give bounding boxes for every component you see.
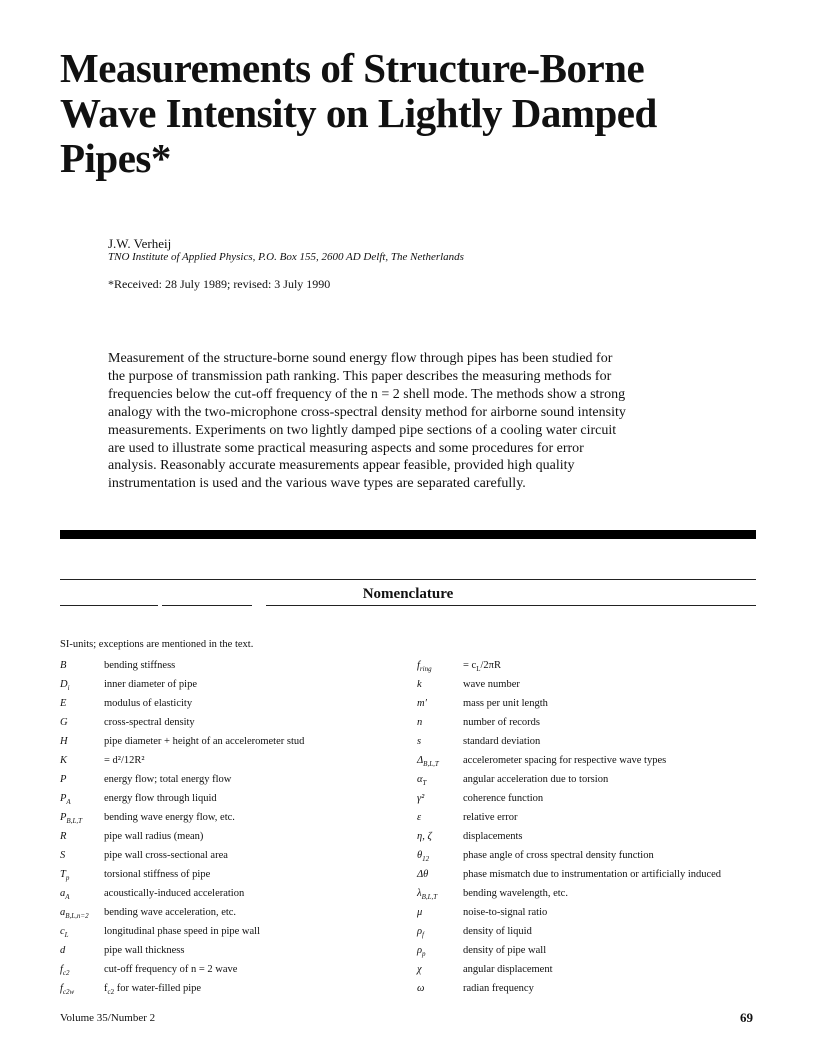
nomenclature-row bbox=[417, 808, 762, 827]
nomenclature-definition: torsional stiffness of pipe bbox=[104, 869, 211, 880]
nomenclature-symbol: S bbox=[60, 850, 66, 861]
nomenclature-row bbox=[60, 732, 400, 751]
abstract-line: Measurement of the structure-borne sound energy flow through pipes has been studied for bbox=[108, 351, 613, 366]
nomenclature-symbol: $D_i$ bbox=[60, 679, 70, 693]
nomenclature-row bbox=[60, 865, 400, 884]
nomenclature-definition: accelerometer spacing for respective wave types bbox=[463, 755, 667, 766]
title-line: Measurements of Structure-Borne bbox=[60, 45, 645, 91]
nomenclature-row bbox=[417, 751, 762, 770]
nomenclature-definition: density of pipe wall bbox=[463, 945, 547, 956]
nomenclature-row bbox=[60, 960, 400, 979]
nomenclature-definition: cut-off frequency of n = 2 wave bbox=[104, 964, 238, 975]
nomenclature-symbol: n bbox=[417, 717, 423, 728]
nomenclature-definition: longitudinal phase speed in pipe wall bbox=[104, 926, 261, 937]
nomenclature-symbol: d bbox=[60, 945, 66, 956]
nomenclature-row bbox=[417, 903, 762, 922]
nomenclature-row bbox=[417, 770, 762, 789]
nomenclature-definition: relative error bbox=[463, 812, 518, 823]
nomenclature-symbol: E bbox=[60, 698, 67, 709]
nomenclature-symbol: H bbox=[60, 736, 68, 747]
abstract bbox=[108, 350, 708, 493]
nomenclature-definition: pipe wall cross-sectional area bbox=[104, 850, 228, 861]
nomenclature-symbol: $f_{c2w}$ bbox=[60, 983, 75, 997]
nomenclature-definition: angular acceleration due to torsion bbox=[463, 774, 609, 785]
nomenclature-symbol: η, ζ bbox=[417, 831, 432, 842]
nomenclature-row bbox=[417, 694, 762, 713]
nomenclature-definition: cross-spectral density bbox=[104, 717, 195, 728]
nomenclature-row bbox=[60, 922, 400, 941]
nomenclature-symbol: $\rho_p$ bbox=[417, 945, 426, 959]
nomenclature-symbol: $f_{ring}$ bbox=[417, 660, 432, 674]
abstract-line: are used to illustrate some practical measuring aspects and some procedures for error bbox=[108, 440, 584, 456]
nomenclature-row bbox=[60, 656, 400, 675]
nomenclature-definition: energy flow through liquid bbox=[104, 793, 217, 804]
nomenclature-definition: noise-to-signal ratio bbox=[463, 907, 548, 918]
nomenclature-definition: standard deviation bbox=[463, 736, 541, 747]
nomenclature-symbol: G bbox=[60, 717, 68, 728]
nomenclature-definition: angular displacement bbox=[463, 964, 553, 975]
affiliation: TNO Institute of Applied Physics, P.O. Box 155, 2600 AD Delft, The Netherlands bbox=[108, 251, 464, 263]
nomenclature-symbol: $P_{B,L,T}$ bbox=[60, 812, 82, 826]
title-line: Pipes* bbox=[60, 135, 171, 181]
abstract-line: analogy with the two-microphone cross-spectral density method for airborne sound intensity bbox=[108, 404, 626, 420]
nomenclature-definition: bending wave energy flow, etc. bbox=[104, 812, 235, 823]
nomenclature-row bbox=[60, 694, 400, 713]
nomenclature-symbol: $\lambda_{B,L,T}$ bbox=[417, 888, 438, 902]
nomenclature-definition: = d²/12R² bbox=[104, 755, 145, 766]
received-date: *Received: 28 July 1989; revised: 3 July 1990 bbox=[108, 277, 331, 291]
nomenclature-symbol: μ bbox=[417, 907, 423, 918]
nomenclature-row bbox=[60, 675, 400, 694]
nomenclature-rule bbox=[60, 605, 158, 606]
nomenclature-definition: radian frequency bbox=[463, 983, 534, 994]
nomenclature-symbol: χ bbox=[417, 964, 422, 975]
nomenclature-top-rule bbox=[60, 579, 756, 580]
nomenclature-right-column bbox=[417, 656, 762, 998]
abstract-line: frequencies below the cut-off frequency of the n = 2 shell mode. The methods show a strong bbox=[108, 386, 626, 402]
page-number: 69 bbox=[740, 1010, 753, 1025]
title-line: Wave Intensity on Lightly Damped bbox=[60, 90, 657, 136]
nomenclature-definition: pipe wall radius (mean) bbox=[104, 831, 204, 842]
nomenclature-symbol: $\Delta_{B,L,T}$ bbox=[417, 755, 439, 769]
nomenclature-symbol: γ² bbox=[417, 793, 425, 804]
nomenclature-left-column bbox=[60, 656, 400, 998]
journal-volume: Volume 35/Number 2 bbox=[60, 1012, 156, 1024]
nomenclature-row bbox=[417, 865, 762, 884]
nomenclature-symbol: $c_L$ bbox=[60, 926, 69, 940]
author: J.W. Verheij bbox=[108, 236, 172, 251]
nomenclature-symbol: k bbox=[417, 679, 422, 690]
nomenclature-row bbox=[417, 941, 762, 960]
nomenclature-row bbox=[60, 751, 400, 770]
nomenclature-row bbox=[60, 827, 400, 846]
nomenclature-symbol: P bbox=[60, 774, 67, 785]
nomenclature-definition: bending stiffness bbox=[104, 660, 176, 671]
nomenclature-symbol: B bbox=[60, 660, 67, 671]
nomenclature-definition: modulus of elasticity bbox=[104, 698, 193, 709]
nomenclature-symbol: $\rho_f$ bbox=[417, 926, 424, 940]
nomenclature-symbol: ε bbox=[417, 812, 422, 823]
nomenclature-row bbox=[417, 656, 762, 675]
nomenclature-row bbox=[60, 770, 400, 789]
nomenclature-symbol: ω bbox=[417, 983, 425, 994]
nomenclature-row bbox=[60, 941, 400, 960]
nomenclature-symbol: m′ bbox=[417, 698, 427, 709]
abstract-line: measurements. Experiments on two lightly damped pipe sections of a cooling water circuit bbox=[108, 422, 617, 438]
nomenclature-definition: acoustically-induced acceleration bbox=[104, 888, 245, 899]
nomenclature-row bbox=[60, 789, 400, 808]
nomenclature-row bbox=[60, 808, 400, 827]
nomenclature-symbol: $\theta_{12}$ bbox=[417, 850, 430, 864]
nomenclature-row bbox=[417, 675, 762, 694]
nomenclature-heading: Nomenclature bbox=[362, 586, 454, 602]
nomenclature-row bbox=[60, 846, 400, 865]
nomenclature-symbol: $\alpha_T$ bbox=[417, 774, 427, 788]
abstract-line: the purpose of transmission path ranking. This paper describes the measuring methods for bbox=[108, 368, 612, 384]
nomenclature-symbol: K bbox=[60, 755, 68, 766]
si-note: SI-units; exceptions are mentioned in the text. bbox=[60, 639, 254, 650]
nomenclature-symbol: s bbox=[417, 736, 422, 747]
abstract-line: instrumentation is used and the various wave types are separated carefully. bbox=[108, 476, 526, 492]
nomenclature-row bbox=[417, 960, 762, 979]
nomenclature-row bbox=[417, 713, 762, 732]
nomenclature-definition: phase angle of cross spectral density function bbox=[463, 850, 654, 861]
nomenclature-symbol: Δθ bbox=[417, 869, 429, 880]
nomenclature-row bbox=[60, 884, 400, 903]
nomenclature-definition: mass per unit length bbox=[463, 698, 548, 709]
nomenclature-symbol: R bbox=[60, 831, 67, 842]
nomenclature-definition: pipe wall thickness bbox=[104, 945, 185, 956]
nomenclature-rule bbox=[162, 605, 252, 606]
nomenclature-definition: coherence function bbox=[463, 793, 544, 804]
nomenclature-definition: displacements bbox=[463, 831, 523, 842]
paper-title bbox=[60, 46, 760, 181]
nomenclature-row bbox=[60, 903, 400, 922]
nomenclature-definition: $f_{c2}$ for water-filled pipe bbox=[104, 983, 202, 997]
nomenclature-symbol: $f_{c2}$ bbox=[60, 964, 70, 978]
abstract-line: analysis. Reasonably accurate measurements appear feasible, provided high quality bbox=[108, 458, 575, 474]
nomenclature-row bbox=[417, 884, 762, 903]
nomenclature-row bbox=[417, 979, 762, 998]
nomenclature-symbol: $P_A$ bbox=[60, 793, 71, 807]
nomenclature-row bbox=[60, 713, 400, 732]
nomenclature-definition: bending wavelength, etc. bbox=[463, 888, 568, 899]
nomenclature-row bbox=[417, 789, 762, 808]
section-divider bbox=[60, 530, 756, 539]
nomenclature-rule bbox=[266, 605, 756, 606]
nomenclature-symbol: $a_{B,L,n=2}$ bbox=[60, 907, 89, 921]
nomenclature-definition: phase mismatch due to instrumentation or artificially induced bbox=[463, 869, 722, 880]
nomenclature-definition: wave number bbox=[463, 679, 520, 690]
nomenclature-row bbox=[417, 827, 762, 846]
nomenclature-symbol: $T_p$ bbox=[60, 869, 70, 883]
nomenclature-definition: density of liquid bbox=[463, 926, 532, 937]
nomenclature-definition: energy flow; total energy flow bbox=[104, 774, 232, 785]
nomenclature-row bbox=[417, 846, 762, 865]
nomenclature-definition: bending wave acceleration, etc. bbox=[104, 907, 237, 918]
nomenclature-definition: number of records bbox=[463, 717, 540, 728]
nomenclature-definition: inner diameter of pipe bbox=[104, 679, 198, 690]
nomenclature-row bbox=[417, 732, 762, 751]
nomenclature-symbol: $a_A$ bbox=[60, 888, 70, 902]
nomenclature-definition: = $c_L/2\pi R$ bbox=[463, 660, 501, 674]
nomenclature-row bbox=[417, 922, 762, 941]
nomenclature-definition: pipe diameter + height of an accelerometer stud bbox=[104, 736, 305, 747]
nomenclature-row bbox=[60, 979, 400, 998]
